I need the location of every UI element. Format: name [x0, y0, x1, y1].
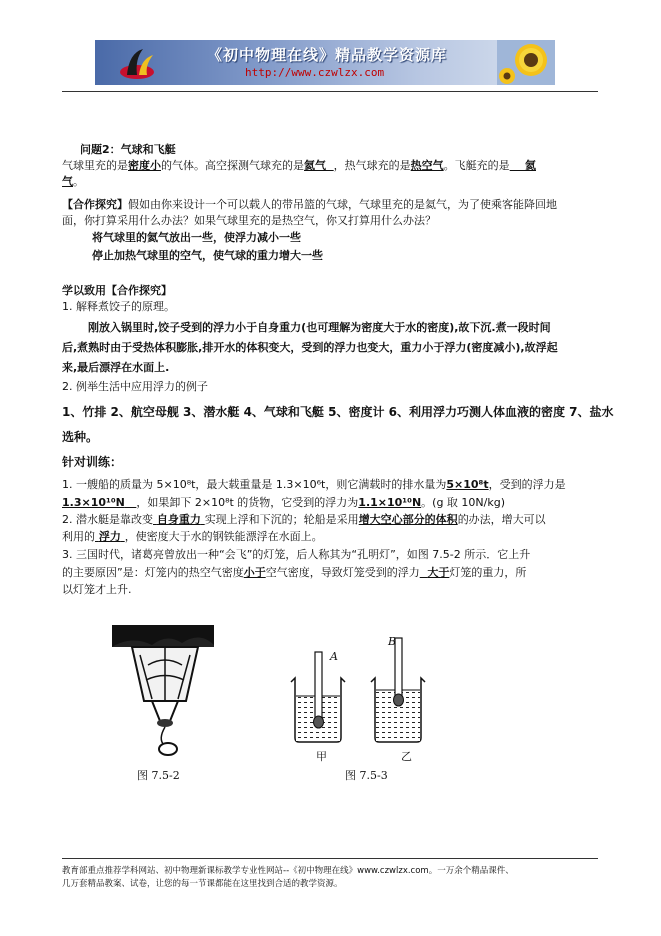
- label-b: B: [388, 635, 397, 648]
- training-line2: [62, 495, 592, 510]
- text-segment: 的主要原因”是：灯笼内的热空气密度: [62, 566, 244, 579]
- training-line4: [62, 529, 592, 544]
- text-segment: ，使密度大于水的钢铁能漂浮在水面上。: [124, 530, 323, 543]
- answer-blank: 氦: [525, 159, 536, 172]
- answer-blank: 气: [62, 175, 73, 188]
- problem2-line1: [62, 158, 592, 173]
- training-line6: [62, 565, 592, 580]
- fig3-caption: 图 7.5-3: [345, 769, 388, 782]
- banner-title: 《初中物理在线》精品教学资源库: [207, 46, 448, 64]
- answer-blank: 1.3×10¹⁰N: [62, 496, 125, 509]
- answer-blank: 自身重力: [156, 513, 201, 526]
- text-segment: ，受到的浮力是: [488, 478, 566, 491]
- text-segment: 假如由你来设计一个可以载人的带吊篮的气球，气球里充的是氦气，为了使乘客能降回地: [128, 198, 557, 211]
- text-segment: 1. 一艘船的质量为 5×10⁸t，最大载重量是 1.3×10⁶t，则它满载时的排水量为: [62, 478, 447, 491]
- answer-blank: 氦气: [304, 159, 326, 172]
- label-jia: 甲: [316, 750, 327, 763]
- text-segment: 灯笼的重力，所: [449, 566, 527, 579]
- answer-blank: 1.1×10¹⁰N: [358, 496, 422, 509]
- apply-a2-line2: 选种。: [62, 430, 99, 444]
- apply-a1-line1: 刚放入锅里时,饺子受到的浮力小于自身重力(也可理解为密度大于水的密度),故下沉.煮一段时间: [88, 321, 551, 334]
- problem2-line2: [62, 174, 592, 189]
- apply-a1-line2: 后,煮熟时由于受热体积膨胀,排开水的体积变大，受到的浮力也变大，重力小于浮力(密度减小),故浮起: [62, 341, 558, 354]
- training-line3: [62, 512, 592, 527]
- coop-answer2: 停止加热气球里的空气，使气球的重力增大一些: [92, 249, 323, 262]
- training-line5: 3. 三国时代，诸葛亮曾放出一种“会飞”的灯笼，后人称其为“孔明灯”，如图 7.5-2 所示．它上升: [62, 548, 531, 561]
- text-segment: 的办法，增大可以: [457, 513, 546, 526]
- kongming-lantern-figure: [112, 625, 214, 760]
- text-segment: ，热气球充的是: [333, 159, 411, 172]
- footer-line1: 教育部重点推荐学科网站、初中物理新课标教学专业性网站--《初中物理在线》www.czwlzx.com。一万余个精品课件、: [62, 866, 514, 876]
- coop-label: 【合作探究】: [62, 198, 128, 211]
- banner-url: http://www.czwlzx.com: [245, 66, 385, 79]
- sunflower-icon: [497, 40, 555, 85]
- apply-q2: 2. 例举生活中应用浮力的例子: [62, 380, 208, 393]
- answer-blank: 增大空心部分的体积: [358, 513, 458, 526]
- answer-blank: 浮力: [98, 530, 121, 543]
- fig2-caption: 图 7.5-2: [137, 769, 180, 782]
- training-heading: 针对训练：: [62, 455, 123, 469]
- text-segment: 的气体。高空探测气球充的是: [161, 159, 304, 172]
- text-segment: 。: [73, 175, 84, 188]
- answer-blank: 大于: [427, 566, 450, 579]
- text-segment: 利用的: [62, 530, 95, 543]
- text-segment: 实现上浮和下沉的；轮船是采用: [204, 513, 359, 526]
- text-segment: 。飞艇充的是: [443, 159, 510, 172]
- text-segment: ，如果卸下 2×10⁸t 的货物，它受到的浮力为: [136, 496, 359, 509]
- coop-line2: 面，你打算采用什么办法？如果气球里充的是热空气，你又打算用什么办法？: [62, 214, 436, 227]
- answer-blank: 热空气: [410, 159, 444, 172]
- text-segment: 2. 潜水艇是靠改变: [62, 513, 153, 526]
- training-line1: [62, 477, 592, 492]
- problem2-heading: 问题2：气球和飞艇: [80, 143, 176, 156]
- header-banner: [95, 40, 555, 85]
- apply-a2-line1: 1、竹排 2、航空母舰 3、潜水艇 4、气球和飞艇 5、密度计 6、利用浮力巧测人体血液的密度 7、盐水: [62, 405, 614, 419]
- footer-line2: 几万套精品教案、试卷，让您的每一节课都能在这里找到合适的教学资源。: [62, 879, 343, 889]
- apply-heading: 学以致用【合作探究】: [62, 284, 172, 297]
- site-logo-icon: [117, 45, 157, 81]
- text-segment: 气球里充的是: [62, 159, 128, 172]
- answer-blank: 5×10⁸t: [446, 478, 489, 491]
- label-a: A: [330, 650, 338, 663]
- footer-divider: [62, 858, 598, 859]
- training-line7: 以灯笼才上升.: [62, 583, 132, 596]
- coop-answer1: 将气球里的氦气放出一些，使浮力减小一些: [92, 231, 301, 244]
- text-segment: 空气密度，导致灯笼受到的浮力: [265, 566, 420, 579]
- beaker-figure: [285, 630, 435, 750]
- apply-a1-line3: 来,最后漂浮在水面上.: [62, 361, 170, 374]
- coop-line1: [62, 197, 592, 212]
- apply-q1: 1. 解释煮饺子的原理。: [62, 300, 175, 313]
- header-divider: [62, 91, 598, 92]
- label-yi: 乙: [401, 750, 412, 763]
- answer-blank: 密度小: [128, 159, 161, 172]
- answer-blank: 小于: [243, 566, 266, 579]
- text-segment: 。(g 取 10N/kg): [421, 496, 505, 509]
